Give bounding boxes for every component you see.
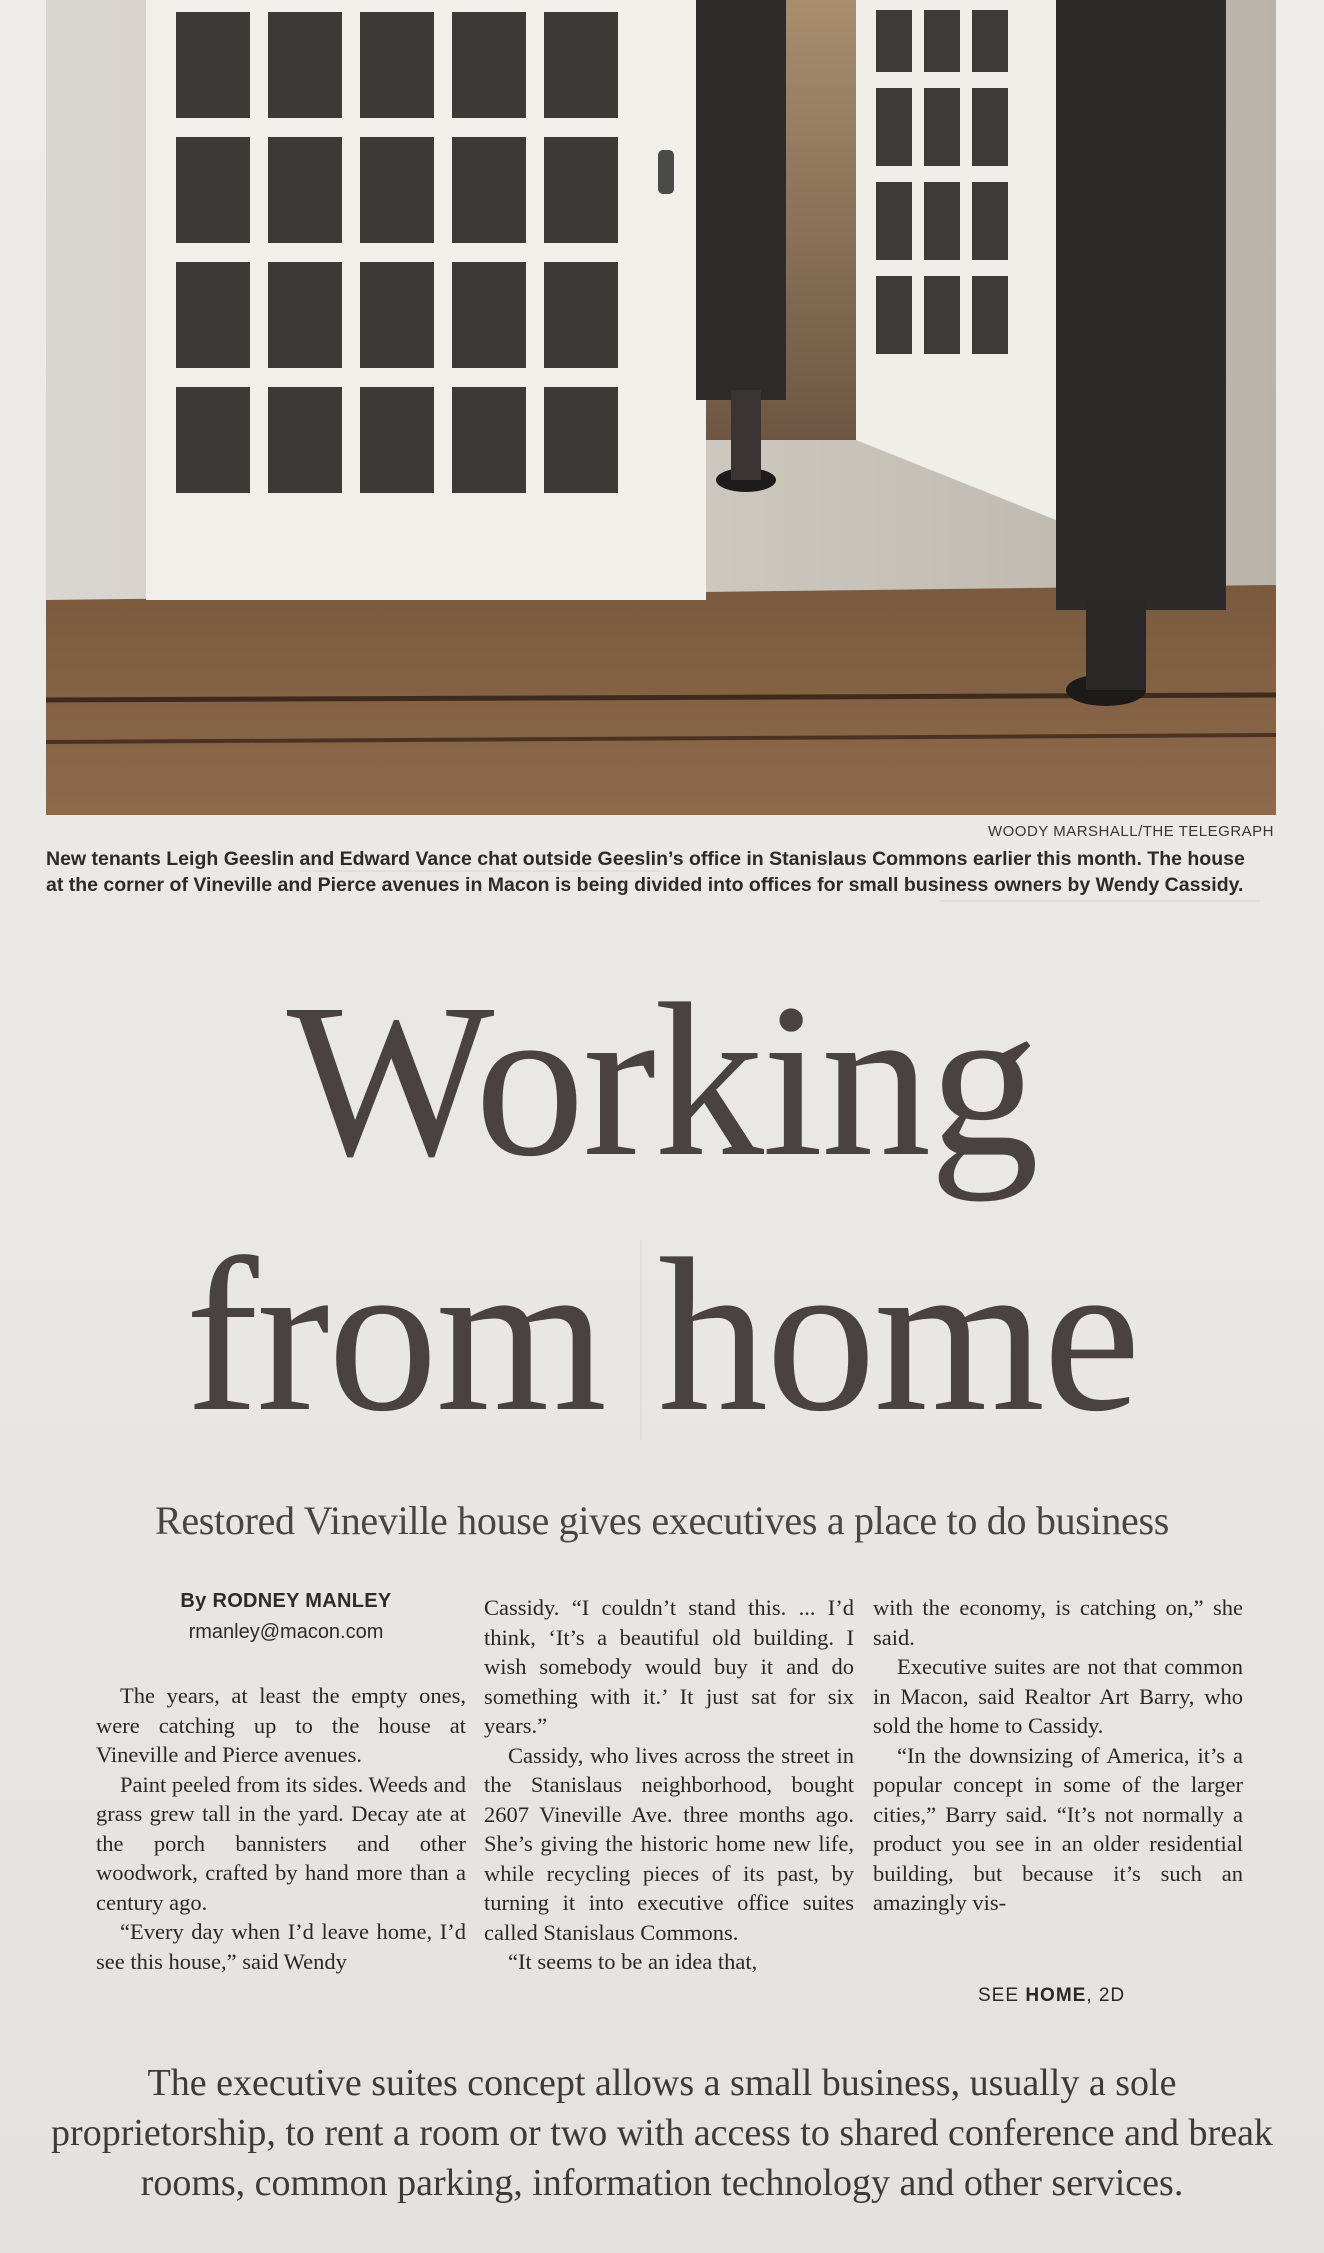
paragraph: The years, at least the empty ones, were catching up to the house at Vineville and Pierce avenues.	[96, 1683, 466, 1767]
headline-line-1: Working	[286, 958, 1038, 1202]
subheadline: Restored Vineville house gives executives a place to do business	[154, 1498, 1170, 1543]
headline-line-2: from home	[185, 1213, 1139, 1457]
article-column-2	[484, 1593, 854, 1977]
paragraph: Paint peeled from its sides. Weeds and grass grew tall in the yard. Decay ate at the porch bannisters and other woodwork, crafted by hand more than a century ago.	[96, 1771, 466, 1915]
article-column-1	[96, 1681, 466, 1976]
paragraph: “Every day when I’d leave home, I’d see this house,” said Wendy	[96, 1919, 466, 1974]
paragraph: Cassidy, who lives across the street in the Stanislaus neighborhood, bought 2607 Vineville Ave. three months ago. She’s giving the historic home new life, while recycling pieces of its past, by turning it into executive office suites called Stanislaus Commons.	[484, 1742, 854, 1945]
jump-word: HOME	[1025, 1985, 1087, 2006]
byline-author: By RODNEY MANLEY	[180, 1590, 392, 1612]
byline	[96, 1590, 476, 1644]
article-column-3	[873, 1593, 1243, 1918]
paragraph: Executive suites are not that common in Macon, said Realtor Art Barry, who sold the home to Cassidy.	[873, 1654, 1243, 1738]
article-photo	[46, 0, 1276, 815]
paragraph: Cassidy. “I couldn’t stand this. ... I’d think, ‘It’s a beautiful old building. I wish somebody would buy it and do something with it.’ It just sat for six years.”	[484, 1595, 854, 1738]
continued-on-jump	[978, 1985, 1125, 2007]
byline-email[interactable]: rmanley@macon.com	[188, 1621, 384, 1643]
bleed-through-texture	[940, 900, 1260, 902]
photo-caption: New tenants Leigh Geeslin and Edward Vance chat outside Geeslin’s office in Stanislaus Commons earlier this month. The house at the corner of Vineville and Pierce avenues in Macon is being divided into offices for small business owners by Wendy Cassidy.	[46, 848, 1245, 896]
paragraph: “It seems to be an idea that,	[508, 1949, 758, 1974]
jump-prefix: SEE	[978, 1985, 1026, 2006]
office-french-doors-image	[46, 0, 1276, 815]
paragraph: “In the downsizing of America, it’s a popular concept in some of the larger cities,” Barry said. “It’s not normally a product you see in an older residential building, but because it’s such an amazingly vis-	[873, 1742, 1243, 1915]
pull-quote: The executive suites concept allows a small business, usually a sole proprietorship, to rent a room or two with access to shared conference and break rooms, common parking, information technology and other services.	[51, 2062, 1273, 2204]
photo-credit: WOODY MARSHALL/THE TELEGRAPH	[987, 823, 1274, 840]
jump-page: , 2D	[1086, 1985, 1126, 2006]
paragraph: with the economy, is catching on,” she said.	[873, 1595, 1243, 1650]
